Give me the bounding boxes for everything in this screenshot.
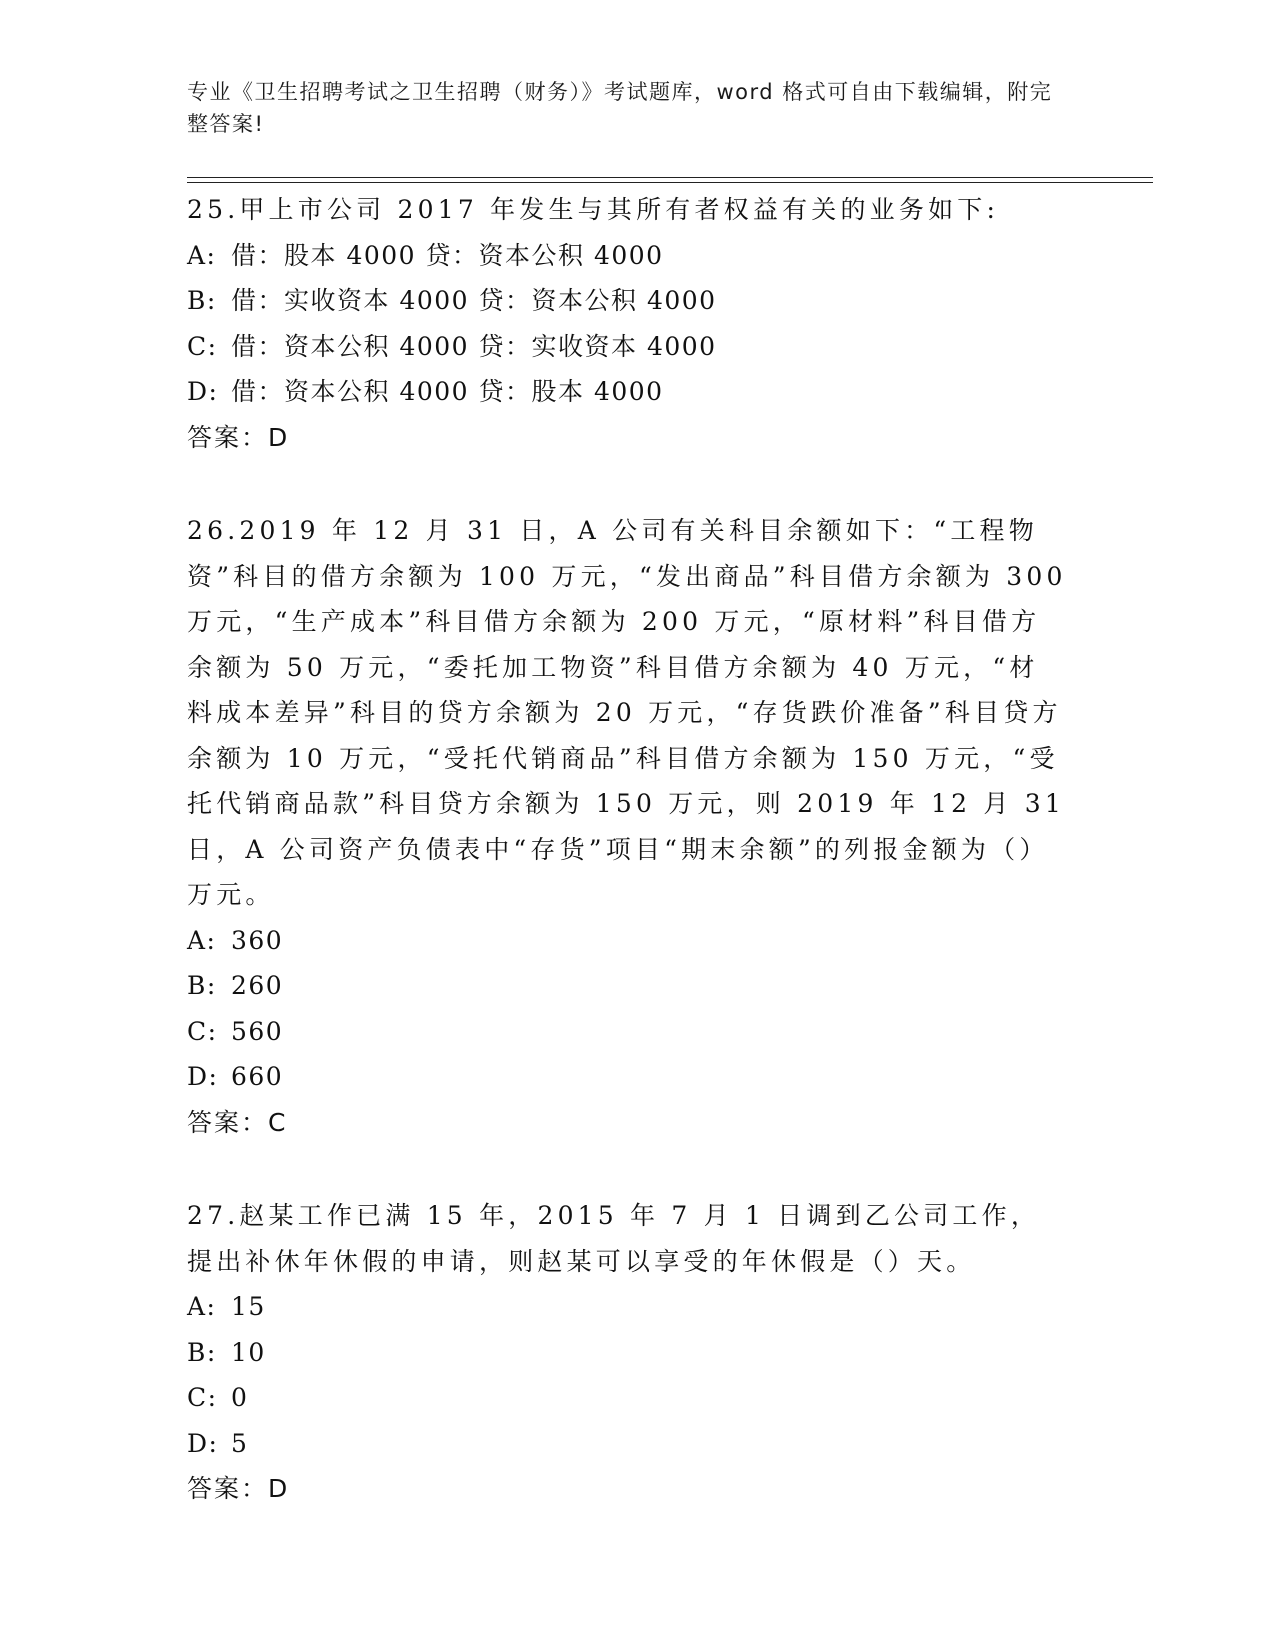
- option-key: B:: [187, 971, 217, 1000]
- option-text: 借：资本公积 4000 贷：实收资本 4000: [231, 331, 717, 361]
- option-text: 借：实收资本 4000 贷：资本公积 4000: [231, 286, 717, 315]
- option-text: 10: [231, 1337, 266, 1367]
- option-c: [187, 1375, 1067, 1421]
- option-text: 借：资本公积 4000 贷：股本 4000: [231, 377, 664, 406]
- question-stem: 26.2019 年 12 月 31 日，A 公司有关科目余额如下：“工程物资”科目的借方余额为 100 万元，“发出商品”科目借方余额为 300 万元，“生产成本”科目借方余额为 200 万元，“原材料”科目借方余额为 50 万元，“委托加工物资”科目借方余额为 40 万元，“材料成本差异”科目的贷方余额为 20 万元，“存货跌价准备”科目贷方余额为 10 万元，“受托代销商品”科目借方余额为 150 万元，“受托代销商品款”科目贷方余额为 150 万元，则 2019 年 12 月 31 日，A 公司资产负债表中“存货”项目“期末余额”的列报金额为（）万元。: [187, 516, 1067, 909]
- option-c: [187, 1009, 1067, 1055]
- option-c: [187, 324, 1067, 370]
- option-key: D:: [187, 1062, 219, 1091]
- option-d: [187, 1054, 1067, 1100]
- question-26: [187, 508, 1067, 1145]
- option-d: [187, 1421, 1067, 1467]
- option-key: A:: [187, 925, 217, 955]
- option-key: B:: [187, 286, 217, 315]
- option-b: [187, 963, 1067, 1009]
- question-stem: 27.赵某工作已满 15 年，2015 年 7 月 1 日调到乙公司工作，提出补休年休假的申请，则赵某可以享受的年休假是（）天。: [187, 1201, 1041, 1276]
- question-stem: 25.甲上市公司 2017 年发生与其所有者权益有关的业务如下:: [187, 195, 1000, 224]
- option-key: B:: [187, 1337, 217, 1367]
- option-text: 660: [231, 1062, 284, 1091]
- option-text: 15: [231, 1292, 266, 1321]
- question-25: [187, 187, 1067, 460]
- question-27: [187, 1193, 1067, 1512]
- option-d: [187, 369, 1067, 415]
- option-b: [187, 1330, 1067, 1376]
- option-key: A:: [187, 240, 217, 270]
- answer-line: 答案：D: [187, 422, 290, 452]
- option-text: 560: [231, 1016, 284, 1046]
- answer-line: 答案：D: [187, 1474, 290, 1503]
- option-key: A:: [187, 1292, 217, 1321]
- option-a: [187, 1284, 1067, 1330]
- option-key: C:: [187, 1383, 218, 1412]
- option-key: D:: [187, 1428, 219, 1458]
- option-text: 260: [231, 971, 284, 1000]
- option-key: C:: [187, 331, 218, 361]
- document-header-note: 专业《卫生招聘考试之卫生招聘（财务）》考试题库，word 格式可自由下载编辑，附完整答案!: [187, 80, 1053, 136]
- question-list: [187, 187, 1067, 1560]
- option-a: [187, 233, 1067, 279]
- header-divider-top: [187, 177, 1153, 178]
- option-b: [187, 278, 1067, 324]
- option-text: 借：股本 4000 贷：资本公积 4000: [231, 240, 664, 270]
- header-divider-bottom: [187, 182, 1153, 183]
- option-text: 5: [231, 1428, 249, 1458]
- option-a: [187, 918, 1067, 964]
- answer-line: 答案：C: [187, 1107, 288, 1137]
- option-key: C:: [187, 1016, 218, 1046]
- option-text: 360: [231, 925, 284, 955]
- option-key: D:: [187, 377, 219, 406]
- option-text: 0: [231, 1383, 249, 1412]
